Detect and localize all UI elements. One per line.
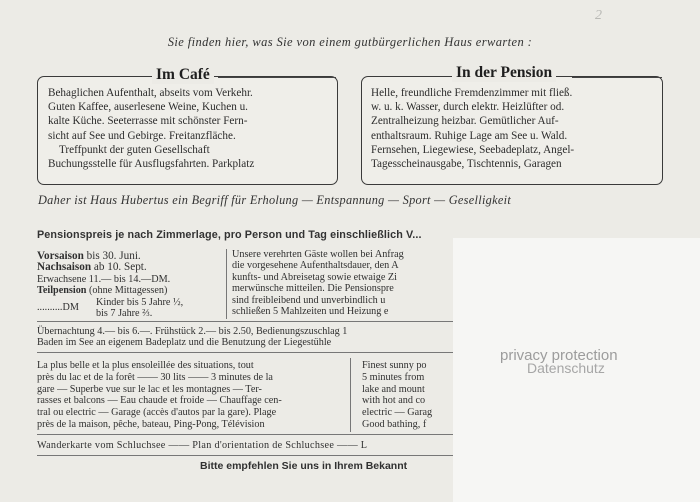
cafe-line: Treffpunkt der guten Gesellschaft: [48, 143, 210, 156]
price-notes: [232, 249, 404, 317]
note-line: merwünsche mitteilen. Die Pensionspre: [232, 283, 394, 295]
nachsaison-label: Nachsaison: [37, 261, 92, 274]
cafe-line: sicht auf See und Gebirge. Freitanzfläche.: [48, 129, 236, 142]
dm-placeholder: ..........DM: [37, 301, 79, 313]
cafe-line: kalte Küche. Seeterrasse mit schönster Fern-: [48, 115, 248, 128]
note-line: schließen 5 Mahlzeiten und Heizung e: [232, 306, 389, 318]
french-line: tral ou electric — Garage (accès d'autos par la gare). Plage: [37, 407, 277, 419]
wanderkarte-line: Wanderkarte vom Schluchsee —— Plan d'orientation de Schluchsee —— L: [37, 440, 368, 451]
cafe-title: Im Café: [152, 66, 214, 84]
teilpension-value: (ohne Mittagessen): [86, 285, 168, 297]
pension-line: Helle, freundliche Fremdenzimmer mit fließ.: [371, 87, 573, 99]
pension-title: In der Pension: [452, 64, 556, 82]
french-line: La plus belle et la plus ensoleillée des situations, tout: [37, 360, 254, 371]
cafe-description: [48, 86, 254, 171]
pension-line: Zentralheizung heizbar. Gemütlicher Auf-: [371, 115, 559, 128]
kinder-line-2: bis 7 Jahre ⅔.: [96, 307, 153, 319]
price-column-divider: [226, 249, 227, 319]
pension-description: [371, 86, 574, 171]
nachsaison-value: ab 10. Sept.: [91, 261, 147, 274]
english-line: electric — Garag: [362, 407, 433, 419]
cafe-line: Behaglichen Aufenthalt, abseits vom Verkehr.: [48, 87, 253, 99]
note-line: kunfts- und Abreisetag sowie etwaige Zi: [232, 271, 397, 283]
vorsaison-label: Vorsaison: [37, 250, 84, 262]
cafe-line: Buchungsstelle für Ausflugsfahrten. Parkplatz: [48, 158, 255, 171]
map-divider-bottom: [37, 455, 453, 456]
erwachsene-price: Erwachsene 11.— bis 14.—DM.: [37, 273, 171, 285]
english-line: Finest sunny po: [362, 360, 427, 371]
price-heading: Pensionspreis je nach Zimmerlage, pro Person und Tag einschließlich V...: [37, 229, 422, 241]
note-line: die vorgesehene Aufenthaltsdauer, den A: [232, 260, 399, 272]
corner-pencil-mark: 2: [595, 8, 602, 23]
tagline: Daher ist Haus Hubertus ein Begriff für Erholung — Entspannung — Sport — Geselligkeit: [38, 193, 512, 207]
pension-line: w. u. k. Wasser, durch elektr. Heizlüfter od.: [371, 101, 565, 114]
price-divider: [37, 321, 453, 322]
note-line: sind freibleibend und unverbindlich u: [232, 294, 386, 306]
section-divider: [37, 352, 453, 353]
teilpension-label: Teilpension: [37, 285, 87, 297]
pension-title-rule: [572, 77, 662, 78]
vorsaison-value: bis 30. Juni.: [83, 250, 141, 262]
intro-line: Sie finden hier, was Sie von einem gutbürgerlichen Haus erwarten :: [167, 35, 533, 49]
english-line: lake and mount: [362, 383, 425, 395]
privacy-watermark: privacy protection: [500, 347, 618, 364]
english-description: [362, 360, 432, 431]
french-description: [37, 360, 282, 431]
kinder-line-1: Kinder bis 5 Jahre ½,: [96, 296, 184, 308]
pension-line: enthaltsraum. Ruhige Lage am See u. Wald.: [371, 129, 568, 142]
french-line: près de la maison, pêche, bateau, Ping-Pong, Télévision: [37, 418, 265, 430]
closing-line: Bitte empfehlen Sie uns in Ihrem Bekannt: [200, 460, 408, 472]
baden-line: Baden im See an eigenem Badeplatz und die Benutzung der Liegestühle: [37, 337, 332, 348]
map-divider-top: [37, 434, 453, 435]
french-english-divider: [350, 358, 351, 432]
uebernachtung-line: Übernachtung 4.— bis 6.—. Frühstück 2.— bis 2.50, Bedienungszuschlag 1: [37, 326, 348, 337]
french-line: gare — Superbe vue sur le lac et les montagnes — Ter-: [37, 383, 262, 395]
privacy-watermark-sub: Datenschutz: [527, 360, 605, 376]
english-line: with hot and co: [362, 395, 426, 407]
price-list: [37, 250, 184, 319]
pension-line: Tagesscheinausgabe, Tischtennis, Garagen: [371, 158, 562, 171]
french-line: près du lac et de la forêt —— 30 lits —— 3 minutes de la: [37, 371, 273, 383]
french-line: rasses et balcons — Eau chaude et froide — Chauffage cen-: [37, 395, 282, 407]
pension-line: Fernsehen, Liegewiese, Seebadeplatz, Angel-: [371, 143, 575, 156]
english-line: Good bathing, f: [362, 418, 427, 430]
cafe-line: Guten Kaffee, auserlesene Weine, Kuchen u.: [48, 101, 248, 114]
note-line: Unsere verehrten Gäste wollen bei Anfrag: [232, 249, 404, 260]
cafe-title-rule: [218, 77, 336, 78]
english-line: 5 minutes from: [362, 371, 425, 383]
